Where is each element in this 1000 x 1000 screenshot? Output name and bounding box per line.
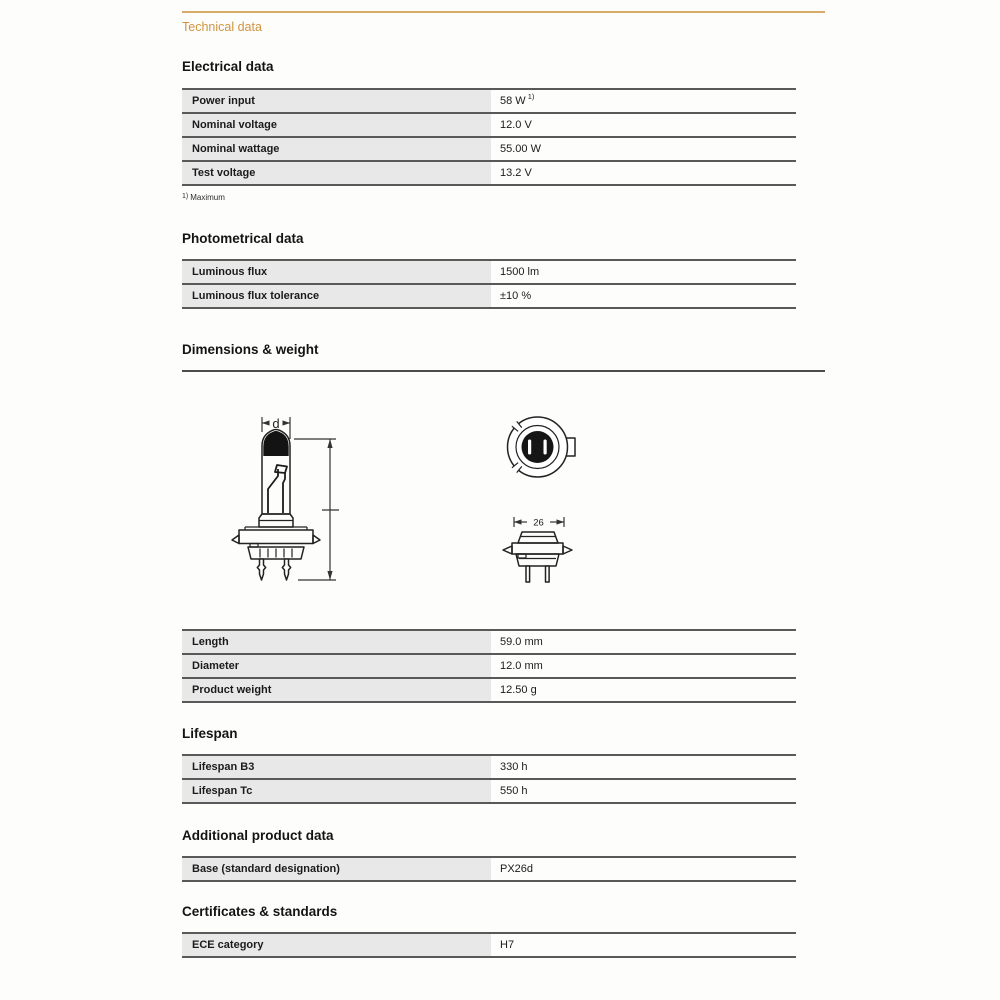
row-label: Lifespan Tc [182,780,491,802]
table-row [182,631,796,655]
row-label: ECE category [182,934,491,956]
footnote-marker: 1) [182,192,189,200]
row-label: Luminous flux [182,261,491,283]
row-value: 12.50 g [500,684,537,696]
row-label: Length [182,631,491,653]
row-value: 13.2 V [500,167,532,179]
section-title-additional: Additional product data [182,828,334,843]
tab-underline-rule [182,11,825,13]
bulb-top-view-diagram [508,417,576,477]
base-width-dim-label: 26 [533,517,544,529]
row-label: Test voltage [182,162,491,184]
row-label: Nominal voltage [182,114,491,136]
table-row [182,162,796,186]
row-value: H7 [500,939,515,951]
table-row [182,934,796,958]
table-row [182,138,796,162]
bulb-side-view-diagram [232,416,339,580]
section-title-photometrical: Photometrical data [182,231,304,246]
row-value: 59.0 mm [500,636,543,648]
row-label: Lifespan B3 [182,756,491,778]
row-value: 330 h [500,761,528,773]
bulb-technical-drawing [182,372,825,597]
row-value: 58 W 1) [500,92,535,107]
bulb-base-front-view-diagram [503,517,572,582]
section-title-lifespan: Lifespan [182,726,238,741]
row-value: ±10 % [500,290,532,302]
table-row [182,261,796,285]
row-label: Luminous flux tolerance [182,285,491,307]
dimension-drawings [182,372,825,597]
row-label: Diameter [182,655,491,677]
content-column [182,0,825,958]
table-row [182,90,796,114]
row-label: Base (standard designation) [182,858,491,880]
row-value: 12.0 mm [500,660,543,672]
table-row [182,679,796,703]
diameter-dim-label: d [272,416,280,431]
additional-data-table [182,856,796,882]
table-row [182,285,796,309]
table-row [182,858,796,882]
table-row [182,655,796,679]
footnote-text: Maximum [190,193,225,202]
section-title-dimensions: Dimensions & weight [182,342,319,357]
row-value: 550 h [500,785,528,797]
row-label: Product weight [182,679,491,701]
section-title-electrical: Electrical data [182,59,274,74]
lifespan-data-table [182,754,796,804]
row-value: 12.0 V [500,119,532,131]
photometrical-data-table [182,259,796,309]
row-value: 55.00 W [500,143,541,155]
table-row [182,780,796,804]
row-value: 1500 lm [500,266,540,278]
value-text: 58 W [500,95,526,107]
table-row [182,756,796,780]
certificates-data-table [182,932,796,958]
tab-technical-data[interactable]: Technical data [182,20,262,34]
table-footnote [182,193,825,204]
row-label: Nominal wattage [182,138,491,160]
row-label: Power input [182,90,491,112]
electrical-data-table [182,88,796,186]
dimensions-data-table [182,629,796,703]
section-title-certificates: Certificates & standards [182,904,338,919]
table-row [182,114,796,138]
row-value: PX26d [500,863,534,875]
